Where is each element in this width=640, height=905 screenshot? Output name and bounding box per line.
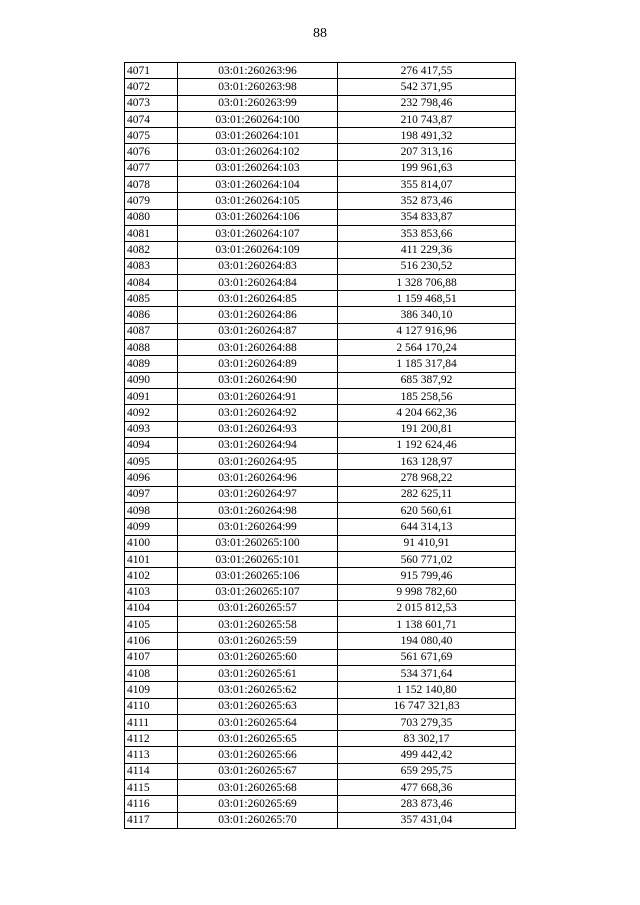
table-row bbox=[125, 291, 516, 307]
cadastral-number-cell: 03:01:260265:63 bbox=[178, 698, 338, 714]
row-number-cell: 4079 bbox=[125, 193, 178, 209]
row-number-cell: 4088 bbox=[125, 340, 178, 356]
row-number-cell: 4101 bbox=[125, 551, 178, 567]
table-row bbox=[125, 63, 516, 79]
table-row bbox=[125, 486, 516, 502]
row-number-cell: 4097 bbox=[125, 486, 178, 502]
row-number-cell: 4086 bbox=[125, 307, 178, 323]
cadastral-number-cell: 03:01:260264:85 bbox=[178, 291, 338, 307]
cadastral-value-cell: 703 279,35 bbox=[338, 714, 516, 730]
row-number-cell: 4105 bbox=[125, 617, 178, 633]
cadastral-number-cell: 03:01:260263:98 bbox=[178, 79, 338, 95]
row-number-cell: 4109 bbox=[125, 682, 178, 698]
cadastral-number-cell: 03:01:260265:59 bbox=[178, 633, 338, 649]
cadastral-value-cell: 352 873,46 bbox=[338, 193, 516, 209]
cadastral-value-cell: 355 814,07 bbox=[338, 177, 516, 193]
table-row bbox=[125, 763, 516, 779]
row-number-cell: 4112 bbox=[125, 731, 178, 747]
cadastral-value-cell: 560 771,02 bbox=[338, 551, 516, 567]
row-number-cell: 4071 bbox=[125, 63, 178, 79]
cadastral-number-cell: 03:01:260265:69 bbox=[178, 796, 338, 812]
row-number-cell: 4091 bbox=[125, 388, 178, 404]
cadastral-number-cell: 03:01:260264:104 bbox=[178, 177, 338, 193]
cadastral-value-cell: 353 853,66 bbox=[338, 225, 516, 241]
cadastral-value-cell: 283 873,46 bbox=[338, 796, 516, 812]
row-number-cell: 4102 bbox=[125, 568, 178, 584]
cadastral-number-cell: 03:01:260264:97 bbox=[178, 486, 338, 502]
row-number-cell: 4111 bbox=[125, 714, 178, 730]
cadastral-value-cell: 232 798,46 bbox=[338, 95, 516, 111]
row-number-cell: 4077 bbox=[125, 160, 178, 176]
cadastral-value-cell: 16 747 321,83 bbox=[338, 698, 516, 714]
cadastral-value-cell: 1 192 624,46 bbox=[338, 437, 516, 453]
row-number-cell: 4073 bbox=[125, 95, 178, 111]
table-row bbox=[125, 242, 516, 258]
table-row bbox=[125, 95, 516, 111]
cadastral-value-cell: 163 128,97 bbox=[338, 454, 516, 470]
table-row bbox=[125, 177, 516, 193]
cadastral-number-cell: 03:01:260264:91 bbox=[178, 388, 338, 404]
table-row bbox=[125, 796, 516, 812]
cadastral-value-cell: 499 442,42 bbox=[338, 747, 516, 763]
cadastral-number-cell: 03:01:260264:94 bbox=[178, 437, 338, 453]
cadastral-number-cell: 03:01:260265:64 bbox=[178, 714, 338, 730]
cadastral-number-cell: 03:01:260265:66 bbox=[178, 747, 338, 763]
cadastral-value-cell: 1 185 317,84 bbox=[338, 356, 516, 372]
table-row bbox=[125, 356, 516, 372]
table-row bbox=[125, 584, 516, 600]
row-number-cell: 4083 bbox=[125, 258, 178, 274]
row-number-cell: 4080 bbox=[125, 209, 178, 225]
row-number-cell: 4076 bbox=[125, 144, 178, 160]
cadastral-number-cell: 03:01:260264:92 bbox=[178, 405, 338, 421]
cadastral-value-cell: 199 961,63 bbox=[338, 160, 516, 176]
table-row bbox=[125, 258, 516, 274]
table-row bbox=[125, 454, 516, 470]
cadastral-value-cell: 2 564 170,24 bbox=[338, 340, 516, 356]
table-row bbox=[125, 470, 516, 486]
cadastral-number-cell: 03:01:260264:86 bbox=[178, 307, 338, 323]
table-row bbox=[125, 193, 516, 209]
row-number-cell: 4087 bbox=[125, 323, 178, 339]
cadastral-value-cell: 282 625,11 bbox=[338, 486, 516, 502]
table-row bbox=[125, 128, 516, 144]
cadastral-number-cell: 03:01:260264:90 bbox=[178, 372, 338, 388]
cadastral-value-cell: 1 152 140,80 bbox=[338, 682, 516, 698]
row-number-cell: 4108 bbox=[125, 665, 178, 681]
table-row bbox=[125, 714, 516, 730]
cadastral-number-cell: 03:01:260264:88 bbox=[178, 340, 338, 356]
row-number-cell: 4093 bbox=[125, 421, 178, 437]
table-row bbox=[125, 633, 516, 649]
cadastral-value-cell: 83 302,17 bbox=[338, 731, 516, 747]
table-body bbox=[125, 63, 516, 829]
row-number-cell: 4074 bbox=[125, 111, 178, 127]
table-row bbox=[125, 682, 516, 698]
cadastral-value-cell: 2 015 812,53 bbox=[338, 600, 516, 616]
cadastral-value-cell: 9 998 782,60 bbox=[338, 584, 516, 600]
cadastral-value-cell: 620 560,61 bbox=[338, 503, 516, 519]
table-row bbox=[125, 79, 516, 95]
cadastral-number-cell: 03:01:260264:87 bbox=[178, 323, 338, 339]
table-row bbox=[125, 665, 516, 681]
table-row bbox=[125, 780, 516, 796]
row-number-cell: 4072 bbox=[125, 79, 178, 95]
table-row bbox=[125, 649, 516, 665]
cadastral-value-cell: 91 410,91 bbox=[338, 535, 516, 551]
cadastral-number-cell: 03:01:260265:100 bbox=[178, 535, 338, 551]
row-number-cell: 4075 bbox=[125, 128, 178, 144]
row-number-cell: 4098 bbox=[125, 503, 178, 519]
row-number-cell: 4096 bbox=[125, 470, 178, 486]
cadastral-value-cell: 4 204 662,36 bbox=[338, 405, 516, 421]
row-number-cell: 4085 bbox=[125, 291, 178, 307]
row-number-cell: 4078 bbox=[125, 177, 178, 193]
row-number-cell: 4089 bbox=[125, 356, 178, 372]
cadastral-value-cell: 561 671,69 bbox=[338, 649, 516, 665]
table-row bbox=[125, 503, 516, 519]
cadastral-value-cell: 354 833,87 bbox=[338, 209, 516, 225]
cadastral-number-cell: 03:01:260264:96 bbox=[178, 470, 338, 486]
table-row bbox=[125, 111, 516, 127]
cadastral-value-cell: 477 668,36 bbox=[338, 780, 516, 796]
cadastral-number-cell: 03:01:260264:93 bbox=[178, 421, 338, 437]
row-number-cell: 4090 bbox=[125, 372, 178, 388]
cadastral-value-cell: 194 080,40 bbox=[338, 633, 516, 649]
cadastral-value-cell: 516 230,52 bbox=[338, 258, 516, 274]
table-row bbox=[125, 340, 516, 356]
cadastral-number-cell: 03:01:260264:95 bbox=[178, 454, 338, 470]
cadastral-number-cell: 03:01:260264:106 bbox=[178, 209, 338, 225]
row-number-cell: 4092 bbox=[125, 405, 178, 421]
row-number-cell: 4117 bbox=[125, 812, 178, 828]
row-number-cell: 4104 bbox=[125, 600, 178, 616]
cadastral-value-cell: 357 431,04 bbox=[338, 812, 516, 828]
row-number-cell: 4082 bbox=[125, 242, 178, 258]
cadastral-number-cell: 03:01:260265:106 bbox=[178, 568, 338, 584]
cadastral-number-cell: 03:01:260264:83 bbox=[178, 258, 338, 274]
cadastral-value-cell: 1 159 468,51 bbox=[338, 291, 516, 307]
row-number-cell: 4114 bbox=[125, 763, 178, 779]
cadastral-number-cell: 03:01:260264:107 bbox=[178, 225, 338, 241]
table-row bbox=[125, 617, 516, 633]
cadastral-value-cell: 915 799,46 bbox=[338, 568, 516, 584]
cadastral-number-cell: 03:01:260264:100 bbox=[178, 111, 338, 127]
table-row bbox=[125, 274, 516, 290]
cadastral-number-cell: 03:01:260264:98 bbox=[178, 503, 338, 519]
table-row bbox=[125, 812, 516, 828]
table-row bbox=[125, 405, 516, 421]
table-row bbox=[125, 323, 516, 339]
cadastral-number-cell: 03:01:260265:67 bbox=[178, 763, 338, 779]
table-row bbox=[125, 568, 516, 584]
cadastral-number-cell: 03:01:260265:58 bbox=[178, 617, 338, 633]
cadastral-value-cell: 1 138 601,71 bbox=[338, 617, 516, 633]
cadastral-number-cell: 03:01:260265:57 bbox=[178, 600, 338, 616]
cadastral-value-cell: 4 127 916,96 bbox=[338, 323, 516, 339]
cadastral-number-cell: 03:01:260265:61 bbox=[178, 665, 338, 681]
table-row bbox=[125, 551, 516, 567]
row-number-cell: 4115 bbox=[125, 780, 178, 796]
table-row bbox=[125, 225, 516, 241]
cadastral-number-cell: 03:01:260264:89 bbox=[178, 356, 338, 372]
cadastral-value-cell: 278 968,22 bbox=[338, 470, 516, 486]
table-row bbox=[125, 388, 516, 404]
row-number-cell: 4095 bbox=[125, 454, 178, 470]
cadastral-number-cell: 03:01:260264:102 bbox=[178, 144, 338, 160]
cadastral-value-table bbox=[124, 62, 516, 829]
cadastral-value-cell: 198 491,32 bbox=[338, 128, 516, 144]
table-row bbox=[125, 747, 516, 763]
page-number: 88 bbox=[313, 26, 327, 41]
table-row bbox=[125, 519, 516, 535]
table-row bbox=[125, 600, 516, 616]
cadastral-number-cell: 03:01:260265:65 bbox=[178, 731, 338, 747]
row-number-cell: 4100 bbox=[125, 535, 178, 551]
cadastral-value-cell: 207 313,16 bbox=[338, 144, 516, 160]
row-number-cell: 4099 bbox=[125, 519, 178, 535]
cadastral-value-cell: 411 229,36 bbox=[338, 242, 516, 258]
table-row bbox=[125, 437, 516, 453]
cadastral-value-cell: 386 340,10 bbox=[338, 307, 516, 323]
cadastral-number-cell: 03:01:260263:96 bbox=[178, 63, 338, 79]
cadastral-value-cell: 644 314,13 bbox=[338, 519, 516, 535]
cadastral-number-cell: 03:01:260264:103 bbox=[178, 160, 338, 176]
cadastral-number-cell: 03:01:260264:84 bbox=[178, 274, 338, 290]
cadastral-number-cell: 03:01:260265:101 bbox=[178, 551, 338, 567]
row-number-cell: 4106 bbox=[125, 633, 178, 649]
cadastral-number-cell: 03:01:260263:99 bbox=[178, 95, 338, 111]
cadastral-value-cell: 534 371,64 bbox=[338, 665, 516, 681]
table-row bbox=[125, 698, 516, 714]
cadastral-number-cell: 03:01:260265:62 bbox=[178, 682, 338, 698]
cadastral-number-cell: 03:01:260265:70 bbox=[178, 812, 338, 828]
cadastral-number-cell: 03:01:260265:60 bbox=[178, 649, 338, 665]
cadastral-value-cell: 185 258,56 bbox=[338, 388, 516, 404]
cadastral-value-cell: 210 743,87 bbox=[338, 111, 516, 127]
cadastral-value-cell: 542 371,95 bbox=[338, 79, 516, 95]
cadastral-number-cell: 03:01:260264:99 bbox=[178, 519, 338, 535]
table-row bbox=[125, 731, 516, 747]
cadastral-number-cell: 03:01:260265:107 bbox=[178, 584, 338, 600]
row-number-cell: 4084 bbox=[125, 274, 178, 290]
row-number-cell: 4116 bbox=[125, 796, 178, 812]
table-row bbox=[125, 421, 516, 437]
table-row bbox=[125, 535, 516, 551]
table-row bbox=[125, 144, 516, 160]
row-number-cell: 4110 bbox=[125, 698, 178, 714]
row-number-cell: 4107 bbox=[125, 649, 178, 665]
table-row bbox=[125, 209, 516, 225]
row-number-cell: 4081 bbox=[125, 225, 178, 241]
cadastral-value-cell: 685 387,92 bbox=[338, 372, 516, 388]
row-number-cell: 4113 bbox=[125, 747, 178, 763]
table-row bbox=[125, 372, 516, 388]
row-number-cell: 4094 bbox=[125, 437, 178, 453]
cadastral-number-cell: 03:01:260264:109 bbox=[178, 242, 338, 258]
cadastral-value-cell: 276 417,55 bbox=[338, 63, 516, 79]
cadastral-number-cell: 03:01:260264:105 bbox=[178, 193, 338, 209]
cadastral-value-cell: 1 328 706,88 bbox=[338, 274, 516, 290]
cadastral-value-cell: 191 200,81 bbox=[338, 421, 516, 437]
table-row bbox=[125, 160, 516, 176]
cadastral-number-cell: 03:01:260265:68 bbox=[178, 780, 338, 796]
cadastral-number-cell: 03:01:260264:101 bbox=[178, 128, 338, 144]
row-number-cell: 4103 bbox=[125, 584, 178, 600]
cadastral-value-cell: 659 295,75 bbox=[338, 763, 516, 779]
table-row bbox=[125, 307, 516, 323]
